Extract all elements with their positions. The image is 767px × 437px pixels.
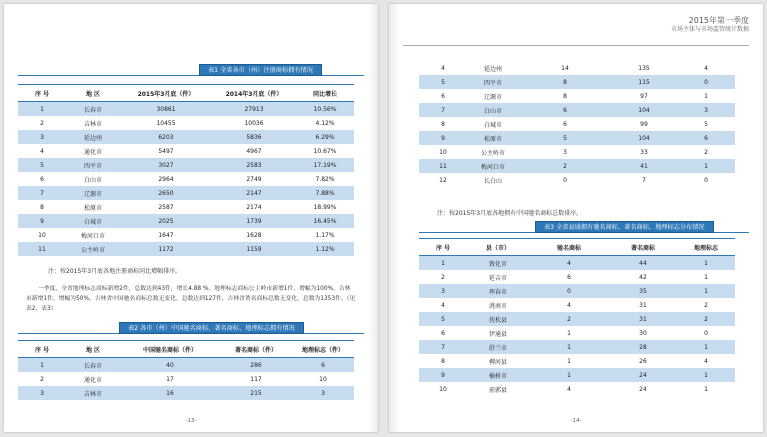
table-cell: 2749 <box>246 175 262 183</box>
table-cell: 31 <box>639 301 647 309</box>
table-cell: 3 <box>292 386 354 400</box>
table-cell: 公主岭市 <box>480 149 505 157</box>
table-cell: 104 <box>611 103 677 117</box>
table-row <box>419 340 735 354</box>
table-cell: 白山市 <box>83 176 102 184</box>
table-cell: 10036 <box>244 119 264 127</box>
table-cell: 2 <box>40 375 44 383</box>
table-row <box>419 131 735 145</box>
table-cell: 通化市 <box>83 376 102 384</box>
table-cell: 伊通县 <box>488 330 507 338</box>
table-row <box>18 130 354 144</box>
table-cell: 4 <box>529 256 609 271</box>
page-number: -13- <box>185 418 197 424</box>
table-cell: 8 <box>40 203 44 211</box>
table2-header-row <box>18 341 354 358</box>
table-cell: 9 <box>419 368 467 382</box>
table-cell: 5836 <box>212 130 296 144</box>
table-row <box>18 102 354 117</box>
table-cell: 1159 <box>212 242 296 256</box>
table-cell: 松原市 <box>467 131 519 145</box>
table-cell: 舒兰市 <box>467 340 529 354</box>
table-cell: 33 <box>640 148 648 156</box>
table-row <box>18 200 354 214</box>
table-row <box>419 298 735 312</box>
table-cell: 8 <box>441 120 445 128</box>
table-cell: 3 <box>18 130 66 144</box>
table-cell: 1.12% <box>296 242 354 256</box>
table-cell: 7.88% <box>296 186 354 200</box>
table-cell: 16.45% <box>296 214 354 228</box>
table-cell: 四平市 <box>66 158 120 172</box>
table2 <box>18 340 354 400</box>
table-cell: 40 <box>120 358 220 373</box>
table-cell: 1 <box>704 385 708 393</box>
table-row <box>18 228 354 242</box>
table1-note: 注：按2015年3月底各地注册商标同比增幅排序。 <box>48 268 182 275</box>
column-header: 序 号 <box>419 239 467 256</box>
table-row <box>419 312 735 326</box>
table-cell: 4 <box>704 64 708 72</box>
table-cell: 2147 <box>212 186 296 200</box>
table-cell: 吉林市 <box>83 120 102 128</box>
table-cell: 286 <box>220 358 292 373</box>
column-header: 著名商标（件） <box>220 341 292 358</box>
table-cell: 3 <box>677 103 735 117</box>
table-cell: 35 <box>609 284 677 298</box>
page-gutter-shadow <box>389 4 399 432</box>
table2-note: 注：按2015年3月底各地拥有中国驰名商标总数排序。 <box>437 210 583 217</box>
table-cell: 24 <box>639 385 647 393</box>
table-cell: 10455 <box>156 119 176 127</box>
table-cell: 5 <box>18 158 66 172</box>
table-cell: 0 <box>529 284 609 298</box>
table-cell: 9 <box>419 131 467 145</box>
table-cell: 2583 <box>212 158 296 172</box>
table-cell: 2650 <box>120 186 212 200</box>
table-cell: 215 <box>220 386 292 400</box>
table-cell: 1 <box>677 256 735 271</box>
table-cell: 1.17% <box>315 231 335 239</box>
table-cell: 10 <box>439 148 447 156</box>
table-row <box>419 89 735 103</box>
table-cell: 梅河口市 <box>467 159 519 173</box>
table-row <box>18 386 354 400</box>
table-cell: 1 <box>677 340 735 354</box>
table-cell: 17.19% <box>296 158 354 172</box>
table-cell: 7 <box>419 103 467 117</box>
table-row <box>419 173 735 187</box>
table-cell: 10 <box>439 385 447 393</box>
table-cell: 2 <box>704 301 708 309</box>
table-cell: 前郭县 <box>488 386 507 394</box>
table-cell: 辽源市 <box>483 93 502 101</box>
page-number: -14- <box>570 418 582 424</box>
table-cell: 0 <box>704 176 708 184</box>
table-cell: 1 <box>529 368 609 382</box>
table-cell: 14 <box>561 64 569 72</box>
table1-caption: 表1 全省各市（州）注册商标拥有情况 <box>199 64 322 76</box>
table-cell: 1 <box>18 102 66 117</box>
table-cell: 0 <box>563 176 567 184</box>
table-cell: 3 <box>419 284 467 298</box>
table-cell: 11 <box>419 159 467 173</box>
table-cell: 洮南市 <box>488 302 507 310</box>
column-header: 中国驰名商标（件） <box>120 341 220 358</box>
table-row <box>18 358 354 373</box>
table-cell: 30861 <box>120 102 212 117</box>
table2-continued <box>419 61 735 187</box>
column-header: 2015年3月底（件） <box>120 85 212 102</box>
table-cell: 10.56% <box>296 102 354 117</box>
table-cell: 6 <box>441 329 445 337</box>
table-cell: 115 <box>611 75 677 89</box>
column-header: 序 号 <box>18 85 66 102</box>
table-row <box>18 172 354 186</box>
table-row <box>419 256 735 271</box>
table-cell: 珲春市 <box>467 284 529 298</box>
table-cell: 2025 <box>120 214 212 228</box>
table-cell: 7 <box>642 176 646 184</box>
table-cell: 31 <box>609 312 677 326</box>
table2-caption: 表2 各市（州）中国驰名商标、著名商标、地理标志拥有情况 <box>119 322 304 334</box>
table-row <box>419 368 735 382</box>
table-cell: 18.99% <box>313 203 337 211</box>
table-cell: 7.82% <box>315 175 335 183</box>
table-cell: 白城市 <box>483 121 502 129</box>
table-cell: 榆树市 <box>467 368 529 382</box>
table-cell: 白山市 <box>467 103 519 117</box>
table1-header-row <box>18 85 354 102</box>
table3 <box>419 238 735 396</box>
table-cell: 10 <box>319 375 327 383</box>
table-cell: 抚松县 <box>467 312 529 326</box>
left-page <box>4 4 378 432</box>
table-cell: 99 <box>640 120 648 128</box>
table-cell: 1 <box>677 368 735 382</box>
table-cell: 135 <box>638 64 650 72</box>
table-cell: 梅河口市 <box>80 232 105 240</box>
table-cell: 4967 <box>246 147 262 155</box>
table-row <box>18 158 354 172</box>
table-row <box>419 117 735 131</box>
table-cell: 41 <box>611 159 677 173</box>
table-cell: 6 <box>40 175 44 183</box>
table-cell: 8 <box>519 75 611 89</box>
column-header: 地 区 <box>66 85 120 102</box>
table-cell: 4 <box>40 147 44 155</box>
table-cell: 公主岭市 <box>66 242 120 256</box>
table-row <box>419 270 735 284</box>
table-cell: 6 <box>441 92 445 100</box>
table-cell: 辽源市 <box>66 186 120 200</box>
table-row <box>18 214 354 228</box>
table-cell: 10 <box>38 231 46 239</box>
header-title: 2015年第一季度 <box>688 16 749 25</box>
table-row <box>18 186 354 200</box>
table-row <box>419 382 735 396</box>
column-header: 著名商标 <box>609 239 677 256</box>
table-cell: 1 <box>567 329 571 337</box>
column-header: 驰名商标 <box>529 239 609 256</box>
table-cell: 6 <box>563 120 567 128</box>
table-row <box>419 61 735 75</box>
table-cell: 104 <box>611 131 677 145</box>
table-cell: 11 <box>18 242 66 256</box>
table-cell: 1 <box>677 284 735 298</box>
table-cell: 通化市 <box>83 148 102 156</box>
table-cell: 6 <box>677 131 735 145</box>
table-cell: 长春市 <box>66 102 120 117</box>
table-cell: 1 <box>18 358 66 373</box>
table-cell: 5 <box>704 120 708 128</box>
table-cell: 2 <box>529 312 609 326</box>
table-cell: 4 <box>567 385 571 393</box>
table-cell: 3 <box>563 148 567 156</box>
table-cell: 1 <box>419 256 467 271</box>
table-cell: 27913 <box>212 102 296 117</box>
table-cell: 7 <box>419 340 467 354</box>
table-cell: 吉林市 <box>66 386 120 400</box>
table-cell: 2 <box>40 119 44 127</box>
header-subtitle: 市场主体与市场监管统计数据 <box>670 26 749 33</box>
table-row <box>419 75 735 89</box>
table-cell: 1647 <box>158 231 174 239</box>
table-cell: 长白山 <box>483 177 502 185</box>
table-cell: 1 <box>704 273 708 281</box>
column-header: 县（市） <box>467 239 529 256</box>
table-cell: 5497 <box>158 147 174 155</box>
table-cell: 四平市 <box>467 75 519 89</box>
table-row <box>419 103 735 117</box>
table-cell: 2 <box>519 159 611 173</box>
table-cell: 117 <box>250 375 262 383</box>
table-cell: 6203 <box>120 130 212 144</box>
table-cell: 0 <box>677 75 735 89</box>
column-header: 地理标志 <box>677 239 735 256</box>
table-cell: 延吉市 <box>488 274 507 282</box>
table3-header-row <box>419 239 735 256</box>
table-cell: 8 <box>441 357 445 365</box>
table-cell: 延边州 <box>483 65 502 73</box>
column-header: 2014年3月底（件） <box>212 85 296 102</box>
table-cell: 30 <box>639 329 647 337</box>
table-cell: 9 <box>18 214 66 228</box>
table1 <box>18 84 354 256</box>
table-cell: 44 <box>609 256 677 271</box>
table-cell: 敦化市 <box>467 256 529 271</box>
table-row <box>419 159 735 173</box>
table-cell: 12 <box>439 176 447 184</box>
table-cell: 16 <box>120 386 220 400</box>
column-header: 地理标志（件） <box>292 341 354 358</box>
table-cell: 4 <box>441 301 445 309</box>
column-header: 序 号 <box>18 341 66 358</box>
table-cell: 24 <box>609 368 677 382</box>
table-cell: 3027 <box>120 158 212 172</box>
table-cell: 1 <box>567 357 571 365</box>
table-cell: 4 <box>567 301 571 309</box>
table-cell: 1 <box>529 340 609 354</box>
table-cell: 97 <box>640 92 648 100</box>
table-cell: 柳河县 <box>488 358 507 366</box>
table-cell: 5 <box>419 75 467 89</box>
table-cell: 0 <box>704 329 708 337</box>
table-cell: 白城市 <box>66 214 120 228</box>
table-cell: 2964 <box>158 175 174 183</box>
table-cell: 2 <box>704 148 708 156</box>
table-cell: 2587 <box>158 203 174 211</box>
table-cell: 5 <box>419 312 467 326</box>
table-cell: 26 <box>639 357 647 365</box>
table-cell: 长春市 <box>66 358 120 373</box>
table-cell: 延边州 <box>66 130 120 144</box>
table-cell: 4 <box>441 64 445 72</box>
table-row <box>419 354 735 368</box>
table-cell: 1739 <box>212 214 296 228</box>
table-cell: 6.29% <box>296 130 354 144</box>
page-header <box>671 16 749 34</box>
column-header: 同比增长 <box>296 85 354 102</box>
header-rule <box>403 45 749 46</box>
table-cell: 2 <box>441 273 445 281</box>
table-cell: 4 <box>704 357 708 365</box>
table-row <box>419 326 735 340</box>
table-cell: 42 <box>639 273 647 281</box>
table-row <box>18 144 354 158</box>
table-row <box>18 372 354 386</box>
table-cell: 1172 <box>120 242 212 256</box>
table-cell: 6 <box>567 273 571 281</box>
table-cell: 2174 <box>246 203 262 211</box>
table-row <box>419 145 735 159</box>
table-cell: 3 <box>18 386 66 400</box>
table-row <box>419 284 735 298</box>
table-cell: 28 <box>609 340 677 354</box>
summary-paragraph: 一季度，全省地理标志商标新增2件，总数达到43件，增长4.88 %。地理标志商标公主岭市新增1件，增幅为100%，吉林市新增1件，增幅为50%。吉林省中国驰名商标总数无变化，总数达到127件，吉林省著名商标总数无变化，总数为1353件。（见表2、表3） <box>26 286 356 312</box>
page-gutter-shadow <box>368 4 378 432</box>
table-row <box>18 242 354 256</box>
table-cell: 1628 <box>246 231 262 239</box>
table-cell: 1 <box>704 92 708 100</box>
table-cell: 8 <box>563 92 567 100</box>
table-cell: 7 <box>18 186 66 200</box>
table3-caption: 表3 全省县域拥有驰名商标、著名商标、地理标志分布情况 <box>535 221 714 233</box>
table-row <box>18 116 354 130</box>
table-cell: 10.67% <box>313 147 337 155</box>
table-cell: 2 <box>677 312 735 326</box>
table-cell: 17 <box>166 375 174 383</box>
column-header: 地 区 <box>66 341 120 358</box>
table-cell: 4.12% <box>315 119 335 127</box>
table-cell: 6 <box>292 358 354 373</box>
table-cell: 5 <box>519 131 611 145</box>
right-page <box>389 4 763 432</box>
table-cell: 松原市 <box>83 204 102 212</box>
table-cell: 6 <box>519 103 611 117</box>
table-cell: 1 <box>677 159 735 173</box>
